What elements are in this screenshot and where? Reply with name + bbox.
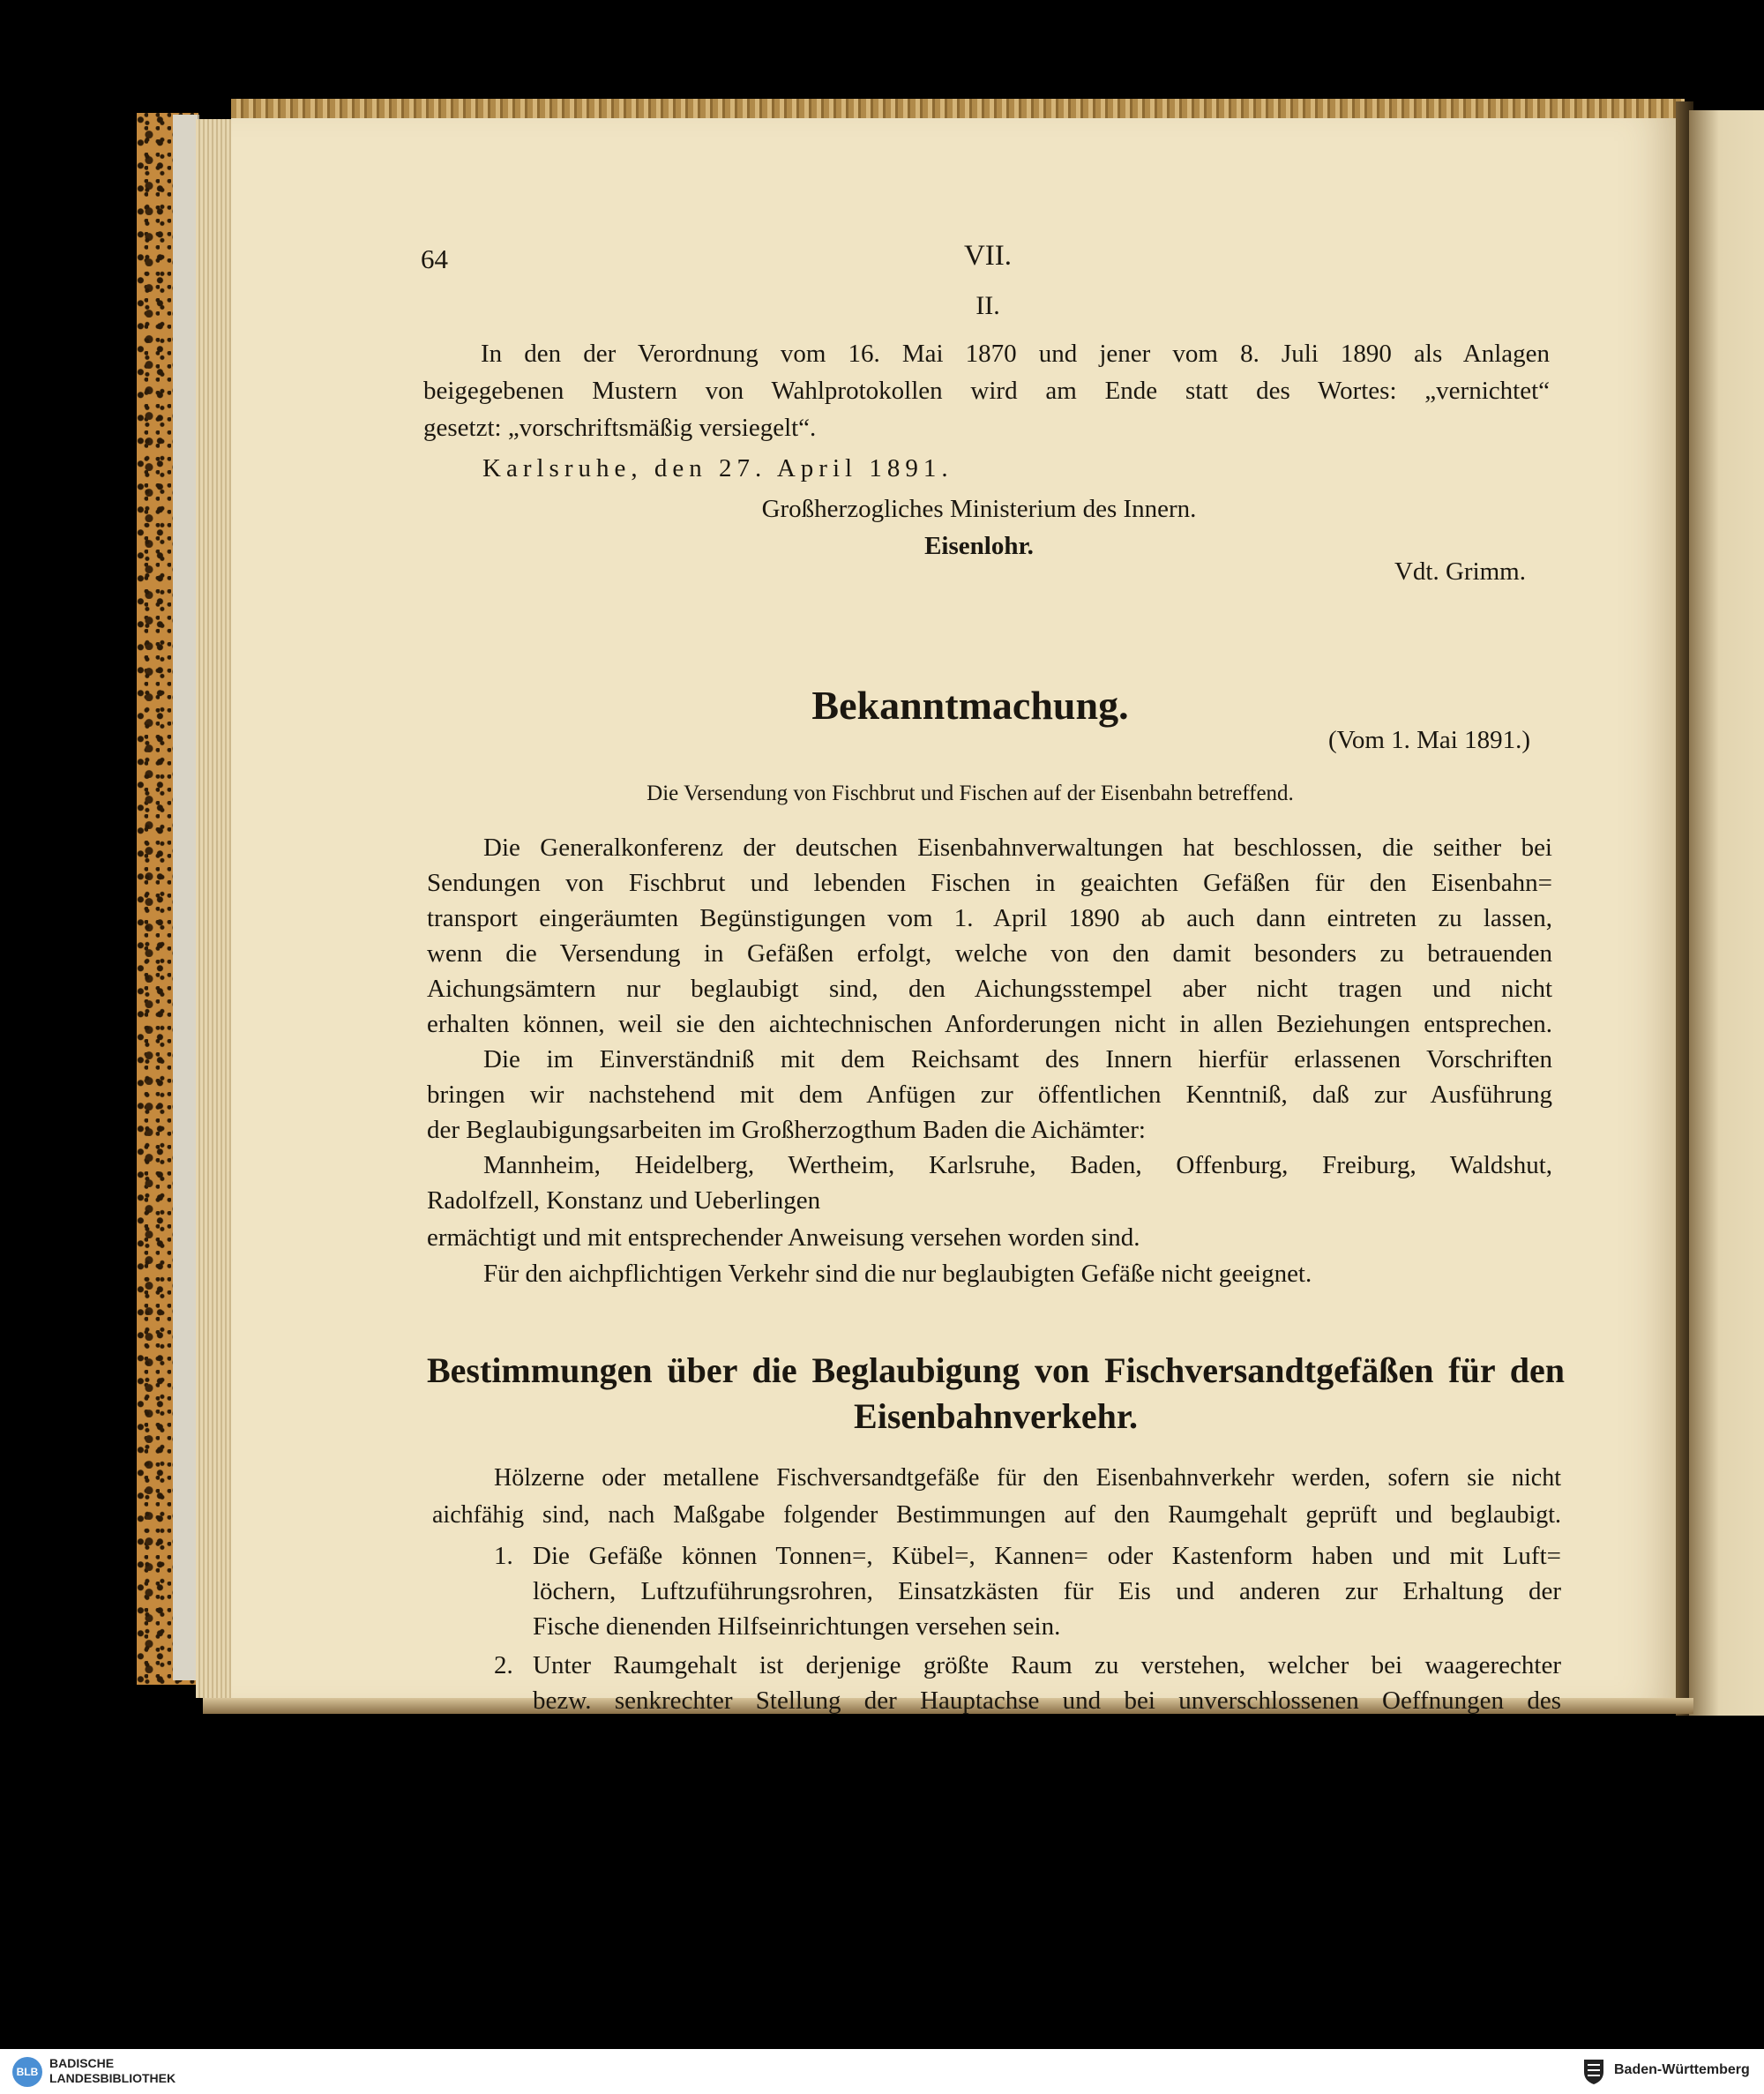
blb-logo-line2: LANDESBIBLIOTHEK	[49, 2071, 176, 2085]
page-top-edge	[231, 99, 1685, 118]
blb-logo-line1: BADISCHE	[49, 2056, 115, 2070]
baden-wuerttemberg-logo-text[interactable]: Baden-Württemberg	[1614, 2062, 1750, 2077]
page-number: 64	[421, 243, 448, 274]
item1-line: Fische dienenden Hilfseinrichtungen versehen sein.	[533, 1612, 1061, 1641]
item2-number: 2.	[494, 1651, 513, 1679]
footer-bar	[0, 2049, 1764, 2094]
cities-line: Radolfzell, Konstanz und Ueberlingen	[427, 1186, 821, 1215]
para4: Für den aichpflichtigen Verkehr sind die nur beglaubigten Gefäße nicht geeignet.	[483, 1260, 1312, 1288]
subsection-number: II.	[975, 291, 1000, 320]
baden-wuerttemberg-crest-icon[interactable]	[1579, 2056, 1609, 2086]
rules-intro-line: Hölzerne oder metallene Fischversandtgefäße für den Eisenbahnverkehr werden, sofern sie nicht	[494, 1464, 1561, 1492]
para1-line: Sendungen von Fischbrut und lebenden Fischen in geaichten Gefäßen für den Eisenbahn=	[427, 869, 1552, 897]
rules-intro-line: aichfähig sind, nach Maßgabe folgender Bestimmungen auf den Raumgehalt geprüft und beglaubigt.	[432, 1501, 1561, 1529]
blb-logo-icon[interactable]: BLB	[12, 2057, 42, 2087]
signature: Eisenlohr.	[924, 532, 1034, 560]
para1-line: wenn die Versendung in Gefäßen erfolgt, welche von den damit besonders zu betrauenden	[427, 939, 1552, 968]
place-date: Karlsruhe, den 27. April 1891.	[482, 454, 953, 482]
ministry-name: Großherzogliches Ministerium des Innern.	[761, 495, 1197, 523]
para3: ermächtigt und mit entsprechender Anweisung versehen worden sind.	[427, 1223, 1140, 1252]
item1-line: löchern, Luftzuführungsrohren, Einsatzkästen für Eis und anderen zur Erhaltung der	[533, 1577, 1561, 1605]
next-page-edge	[1689, 110, 1764, 1716]
item2-line: Unter Raumgehalt ist derjenige größte Raum zu verstehen, welcher bei waagerechter	[533, 1651, 1561, 1679]
blb-logo-text[interactable]	[49, 2056, 176, 2086]
announcement-date: (Vom 1. Mai 1891.)	[1327, 726, 1530, 754]
para1-line: erhalten können, weil sie den aichtechnischen Anforderungen nicht in allen Beziehungen entsprechen.	[427, 1010, 1552, 1038]
announcement-title: Bekanntmachung.	[811, 683, 1129, 728]
vdt-countersign: Vdt. Grimm.	[1394, 557, 1526, 586]
para-ii-line: beigegebenen Mustern von Wahlprotokollen wird am Ende statt des Wortes: „vernichtet“	[423, 377, 1550, 405]
para1-line: transport eingeräumten Begünstigungen vom 1. April 1890 ab auch dann eintreten zu lassen,	[427, 904, 1552, 932]
item2-line: bezw. senkrechter Stellung der Hauptachse und bei unverschlossenen Oeffnungen des	[533, 1686, 1561, 1715]
para2-line: Die im Einverständniß mit dem Reichsamt des Innern hierfür erlassenen Vorschriften	[483, 1045, 1552, 1073]
item1-line: Die Gefäße können Tonnen=, Kübel=, Kannen= oder Kastenform haben und mit Luft=	[533, 1542, 1561, 1570]
para2-line: der Beglaubigungsarbeiten im Großherzogthum Baden die Aichämter:	[427, 1116, 1146, 1144]
para1-line: Aichungsämtern nur beglaubigt sind, den Aichungsstempel aber nicht tragen und nicht	[427, 975, 1552, 1003]
section-number: VII.	[963, 240, 1013, 272]
cities-line: Mannheim, Heidelberg, Wertheim, Karlsruhe, Baden, Offenburg, Freiburg, Waldshut,	[483, 1151, 1552, 1179]
para-ii-line: gesetzt: „vorschriftsmäßig versiegelt“.	[423, 414, 817, 442]
rules-title-line: Eisenbahnverkehr.	[854, 1396, 1138, 1436]
para1-line: Die Generalkonferenz der deutschen Eisenbahnverwaltungen hat beschlossen, die seither bei	[483, 834, 1552, 862]
item1-number: 1.	[494, 1542, 513, 1570]
announcement-subject: Die Versendung von Fischbrut und Fischen auf der Eisenbahn betreffend.	[647, 782, 1294, 805]
para2-line: bringen wir nachstehend mit dem Anfügen zur öffentlichen Kenntniß, daß zur Ausführung	[427, 1081, 1552, 1109]
para-ii-line: In den der Verordnung vom 16. Mai 1870 und jener vom 8. Juli 1890 als Anlagen	[481, 340, 1550, 368]
rules-title-line: Bestimmungen über die Beglaubigung von Fischversandtgefäßen für den	[427, 1350, 1565, 1390]
